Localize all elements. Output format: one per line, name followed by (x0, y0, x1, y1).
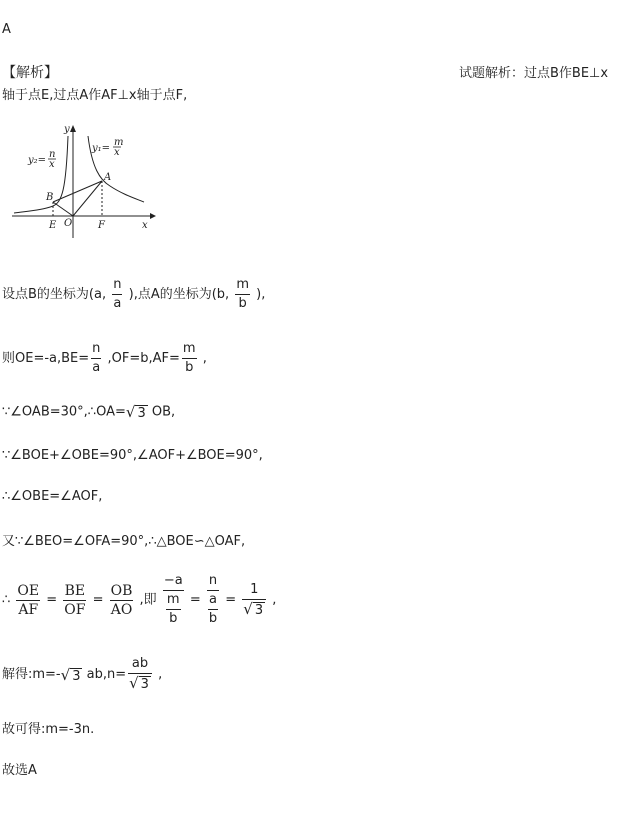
fraction-n-over-a: $\frac{n}{a}$ (113, 277, 122, 311)
y1-denominator: x (114, 147, 120, 158)
ratio-line: ∴ $\frac{OE}{AF}$ = $\frac{BE}{OF}$ = $\frac{OB}{AO}$ ,即 $\frac{-a}{\frac{m}{b}}$ = $\frac{n}{\frac{a}{b}}$ = $\frac{1}{√ 3}$ , (2, 573, 277, 626)
fraction-be-of: $\frac{BE}{OF}$ (64, 582, 86, 618)
point-b-label: B (46, 192, 54, 203)
similar-triangles-line: 又∵∠BEO=∠OFA=90°,∴△BOE∽△OAF, (2, 534, 246, 549)
point-f-label: F (98, 220, 105, 231)
fraction-neg-a-over-m-b: $\frac{-a}{\frac{m}{b}}$ (163, 573, 183, 626)
fraction-1-over-sqrt3: $\frac{1}{√ 3}$ (242, 581, 266, 620)
y-axis-label: y (64, 124, 70, 135)
sqrt-3: √ 3 (60, 665, 81, 684)
angle-sum-line: ∵∠BOE+∠OBE=90°,∠AOF+∠BOE=90°, (2, 448, 263, 463)
point-o-label: O (64, 218, 73, 229)
segment-ab (53, 181, 102, 202)
y1-label: y₁= (92, 143, 111, 154)
analysis-intro: 试题解析：过点B作BE⊥x (459, 66, 609, 81)
segment-ao (73, 181, 102, 216)
answer-top: A (2, 22, 11, 37)
angle-oab-line: ∵∠OAB=30°,∴OA=√ 3 OB, (2, 403, 176, 421)
fraction-m-over-b: $\frac{m}{b}$ (236, 277, 249, 311)
fraction-n-over-a-b: $\frac{n}{\frac{a}{b}}$ (208, 573, 218, 626)
angle-equal-line: ∴∠OBE=∠AOF, (2, 489, 103, 504)
sqrt-3: √ 3 (125, 403, 146, 421)
y-axis-arrow-icon (70, 125, 76, 132)
conclusion-line: 故可得:m=-3n. (2, 722, 95, 737)
y2-label: y₂= (28, 155, 47, 166)
x-axis-label: x (142, 220, 148, 231)
lengths-line: 则OE=-a,BE= $\frac{n}{a}$ ,OF=b,AF= $\frac{m}{b}$ , (2, 341, 207, 375)
point-a-label: A (104, 172, 112, 183)
fraction-n-over-a: $\frac{n}{a}$ (92, 341, 101, 375)
solution-line: 解得:m=-√ 3 ab,n= $\frac{ab}{√ 3}$ , (2, 656, 163, 692)
fraction-m-over-b: $\frac{m}{b}$ (182, 341, 196, 375)
fraction-ob-ao: $\frac{OB}{AO}$ (110, 582, 133, 618)
segment-bo (53, 202, 73, 216)
fraction-oe-af: $\frac{OE}{AF}$ (17, 582, 40, 618)
analysis-header: 【解析】 (2, 65, 58, 81)
function-graph (8, 118, 168, 238)
y2-numerator: n (49, 149, 56, 160)
axis-line: 轴于点E,过点A作AF⊥x轴于点F, (2, 88, 188, 103)
y2-denominator: x (49, 159, 55, 170)
coordinates-line: 设点B的坐标为(a, $\frac{n}{a}$ ),点A的坐标为(b, $\frac{m}{b}$ ), (2, 277, 266, 311)
curve-y2 (14, 136, 68, 213)
y1-numerator: m (114, 137, 124, 148)
point-e-label: E (49, 220, 57, 231)
final-answer-line: 故选A (2, 763, 37, 778)
x-axis-arrow-icon (150, 213, 156, 219)
fraction-ab-over-sqrt3: $\frac{ab}{√ 3}$ (128, 655, 152, 694)
